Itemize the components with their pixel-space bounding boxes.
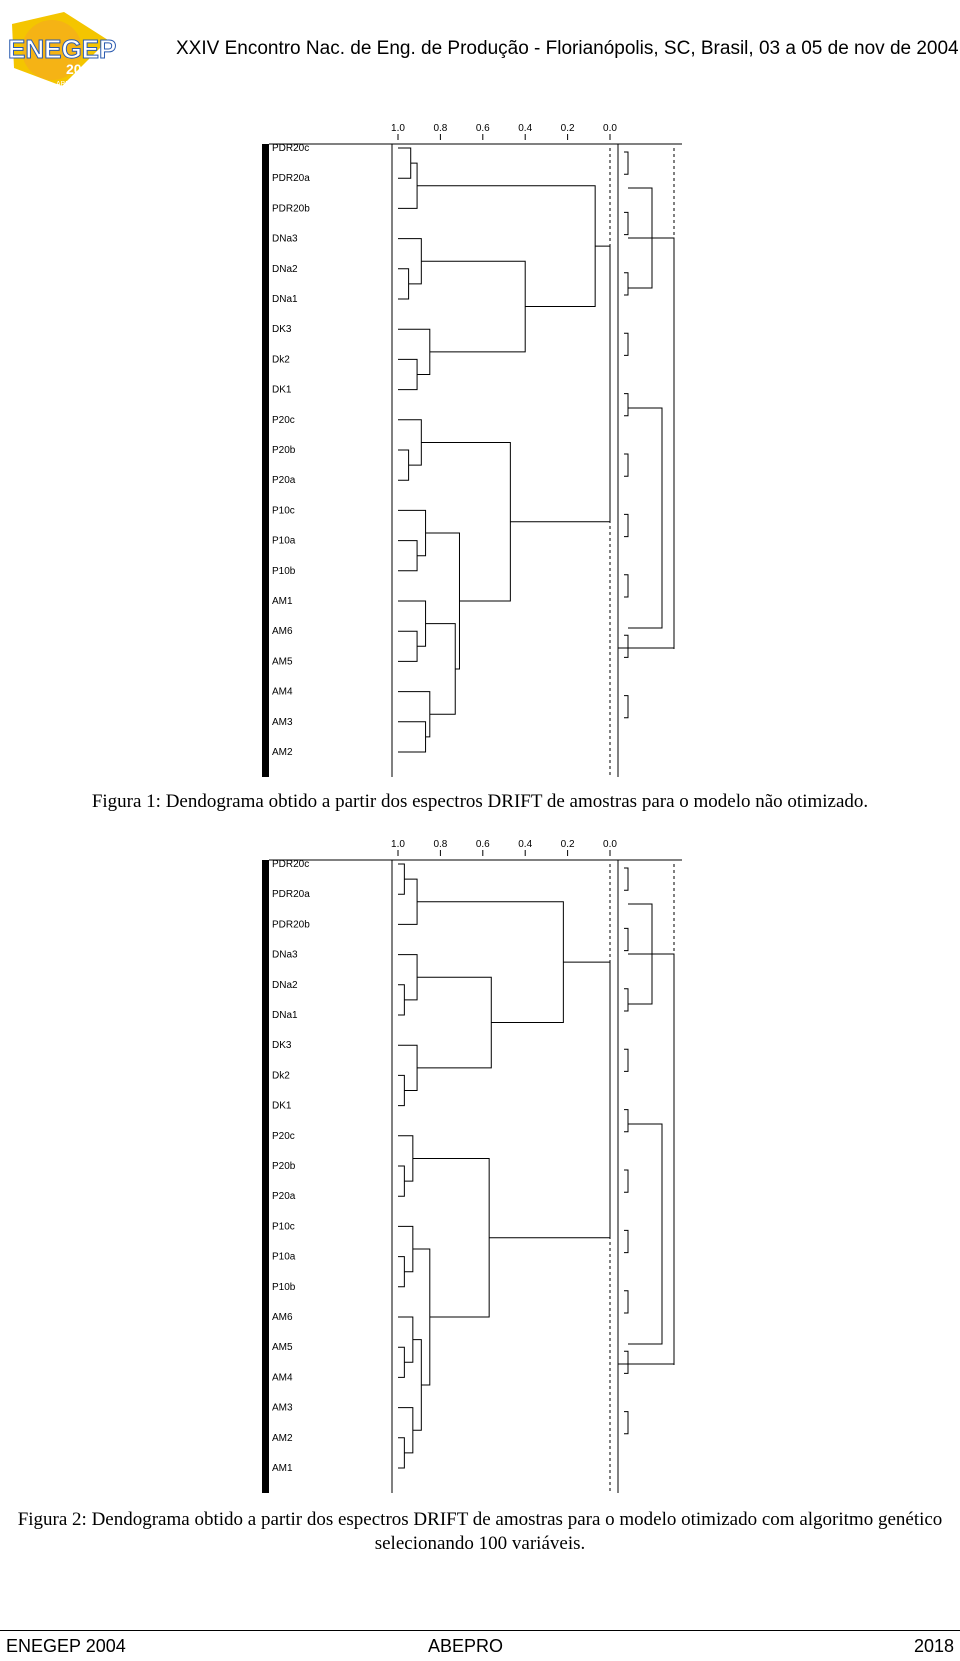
merge-link: [398, 692, 430, 737]
leaf-label: PDR20a: [272, 173, 310, 185]
leaf-label: PDR20b: [272, 203, 310, 215]
logo-sub-text: ABEPRO UFSC: [56, 81, 107, 88]
leaf-label: P10b: [272, 1281, 296, 1293]
merge-link: [489, 962, 610, 1238]
merge-link: [398, 1136, 413, 1181]
secondary-bracket: [624, 575, 628, 597]
merge-link: [398, 450, 409, 480]
merge-link: [398, 1257, 404, 1287]
merge-link: [398, 510, 426, 555]
secondary-bracket: [624, 454, 628, 476]
leaf-label: AM2: [272, 1432, 293, 1444]
merge-link: [398, 163, 417, 208]
conference-title: XXIV Encontro Nac. de Eng. de Produção - Florianópolis, SC, Brasil, 03 a 05 de nov de 2004: [176, 38, 959, 59]
merge-link: [398, 1045, 417, 1090]
leaf-label: P20b: [272, 1161, 296, 1172]
footer-organization: ABEPRO: [428, 1636, 504, 1656]
footer-page-number: 2018: [913, 1636, 954, 1656]
leaf-label: AM4: [272, 686, 293, 698]
leaf-label: AM4: [272, 1372, 293, 1384]
leaf-label: PDR20c: [272, 859, 310, 870]
merge-link: [398, 269, 409, 299]
secondary-bracket: [624, 1110, 628, 1132]
leaf-label: P20c: [272, 414, 295, 426]
leaf-label: P20c: [272, 1130, 295, 1142]
merge-link: [398, 879, 417, 924]
merge-link: [398, 420, 421, 465]
secondary-bracket: [624, 1351, 628, 1373]
logo-year: 2004: [66, 61, 98, 77]
secondary-bracket: [624, 212, 628, 234]
merge-link: [398, 148, 411, 178]
leaf-label: AM6: [272, 1312, 293, 1323]
secondary-bracket: [624, 1230, 628, 1252]
leaf-label: AM1: [272, 596, 293, 607]
merge-link: [398, 1226, 413, 1271]
leaf-label: DNa3: [272, 233, 298, 245]
merge-link: [398, 359, 417, 389]
dendrogram-lines: [269, 144, 682, 777]
secondary-bracket: [624, 928, 628, 950]
merge-link: [398, 1166, 404, 1196]
leaf-label: P20b: [272, 445, 296, 456]
merge-link: [417, 186, 595, 307]
dendrogram-lines: [269, 860, 682, 1493]
merge-link: [417, 902, 563, 1023]
merge-link: [398, 1408, 413, 1453]
merge-link: [398, 601, 426, 646]
merge-link: [413, 1340, 421, 1431]
axis-tick-label: 0.4: [518, 123, 533, 134]
merge-link: [398, 985, 404, 1015]
secondary-bracket: [624, 1170, 628, 1192]
logo-main-text: ENEGEP: [8, 34, 116, 64]
leaf-label: DNa2: [272, 263, 298, 275]
leaf-label: DNa2: [272, 979, 298, 991]
secondary-root-link: [618, 238, 674, 648]
merge-link: [398, 239, 421, 284]
leaf-label: PDR20c: [272, 143, 310, 154]
leaf-label: P20a: [272, 475, 296, 487]
axis-tick-label: 0.2: [560, 839, 575, 850]
leaf-label: P10c: [272, 505, 295, 517]
footer-conference: ENEGEP 2004: [6, 1636, 126, 1656]
leaf-label: PDR20b: [272, 919, 310, 931]
secondary-bracket: [624, 989, 628, 1011]
merge-link: [398, 955, 417, 1000]
leaf-label: AM5: [272, 656, 293, 668]
merge-link: [398, 329, 430, 374]
leaf-label: DNa1: [272, 1010, 298, 1021]
merge-link: [398, 864, 404, 894]
dendrogram-figure-2: [262, 838, 692, 1493]
secondary-bracket: [624, 394, 628, 416]
axis-tick-label: 0.0: [603, 839, 617, 850]
merge-link: [398, 631, 417, 661]
merge-link: [398, 541, 417, 571]
merge-link: [417, 977, 491, 1068]
leaf-label: Dk2: [272, 354, 290, 366]
leaf-marker-bar: [262, 144, 269, 777]
leaf-label: AM5: [272, 1342, 293, 1354]
leaf-label: P10a: [272, 535, 296, 547]
secondary-bracket: [624, 333, 628, 355]
merge-link: [398, 1438, 404, 1468]
secondary-bracket: [624, 1049, 628, 1071]
leaf-label: DK3: [272, 1040, 292, 1052]
secondary-bracket: [624, 1412, 628, 1434]
merge-link: [421, 442, 510, 601]
secondary-root-link: [618, 954, 674, 1364]
merge-link: [398, 1317, 413, 1362]
secondary-bracket: [624, 696, 628, 718]
footer-rule: [0, 1630, 960, 1631]
merge-link: [413, 1158, 489, 1317]
merge-link: [426, 533, 460, 669]
enegep-logo: [4, 6, 116, 90]
axis-tick-label: 0.6: [475, 123, 490, 134]
figure-2-caption: Figura 2: Dendograma obtido a partir dos espectros DRIFT de amostras para o modelo otimizado com algoritmo genético selecionando 100 variáveis.: [17, 1509, 943, 1554]
dendrogram-figure-1: [262, 122, 692, 777]
leaf-label: P10a: [272, 1251, 296, 1263]
leaf-label: DK1: [272, 384, 292, 396]
secondary-bracket: [624, 152, 628, 174]
leaf-label: DK1: [272, 1100, 292, 1112]
secondary-cluster-link: [628, 1124, 662, 1344]
leaf-marker-bar: [262, 860, 269, 1493]
leaf-label: DNa3: [272, 949, 298, 961]
leaf-label: P10c: [272, 1221, 295, 1233]
axis-tick-label: 0.6: [475, 839, 490, 850]
leaf-label: DNa1: [272, 294, 298, 305]
secondary-bracket: [624, 514, 628, 536]
axis-tick-label: 1.0: [391, 839, 405, 850]
merge-link: [398, 722, 426, 752]
merge-link: [421, 261, 525, 352]
axis-tick-label: 0.2: [560, 123, 575, 134]
merge-link: [398, 1075, 404, 1105]
axis-tick-label: 0.0: [603, 123, 617, 134]
leaf-label: AM6: [272, 626, 293, 638]
merge-link: [398, 1347, 404, 1377]
page-header: [0, 0, 960, 100]
secondary-cluster-link: [628, 408, 662, 628]
secondary-bracket: [624, 868, 628, 890]
secondary-bracket: [624, 635, 628, 657]
leaf-label: AM1: [272, 1463, 293, 1474]
leaf-label: Dk2: [272, 1070, 290, 1082]
axis-tick-label: 0.8: [433, 839, 448, 850]
axis-tick-label: 0.4: [518, 839, 533, 850]
axis-tick-label: 0.8: [433, 123, 448, 134]
leaf-label: PDR20a: [272, 889, 310, 901]
figure-1-caption: Figura 1: Dendograma obtido a partir dos espectros DRIFT de amostras para o modelo não otimizado.: [91, 791, 869, 812]
leaf-label: P20a: [272, 1191, 296, 1203]
secondary-bracket: [624, 1291, 628, 1313]
secondary-bracket: [624, 273, 628, 295]
leaf-label: P10b: [272, 565, 296, 577]
leaf-label: AM3: [272, 716, 293, 728]
axis-tick-label: 1.0: [391, 123, 405, 134]
leaf-label: AM3: [272, 1402, 293, 1414]
leaf-label: AM2: [272, 747, 293, 758]
leaf-label: DK3: [272, 324, 292, 336]
